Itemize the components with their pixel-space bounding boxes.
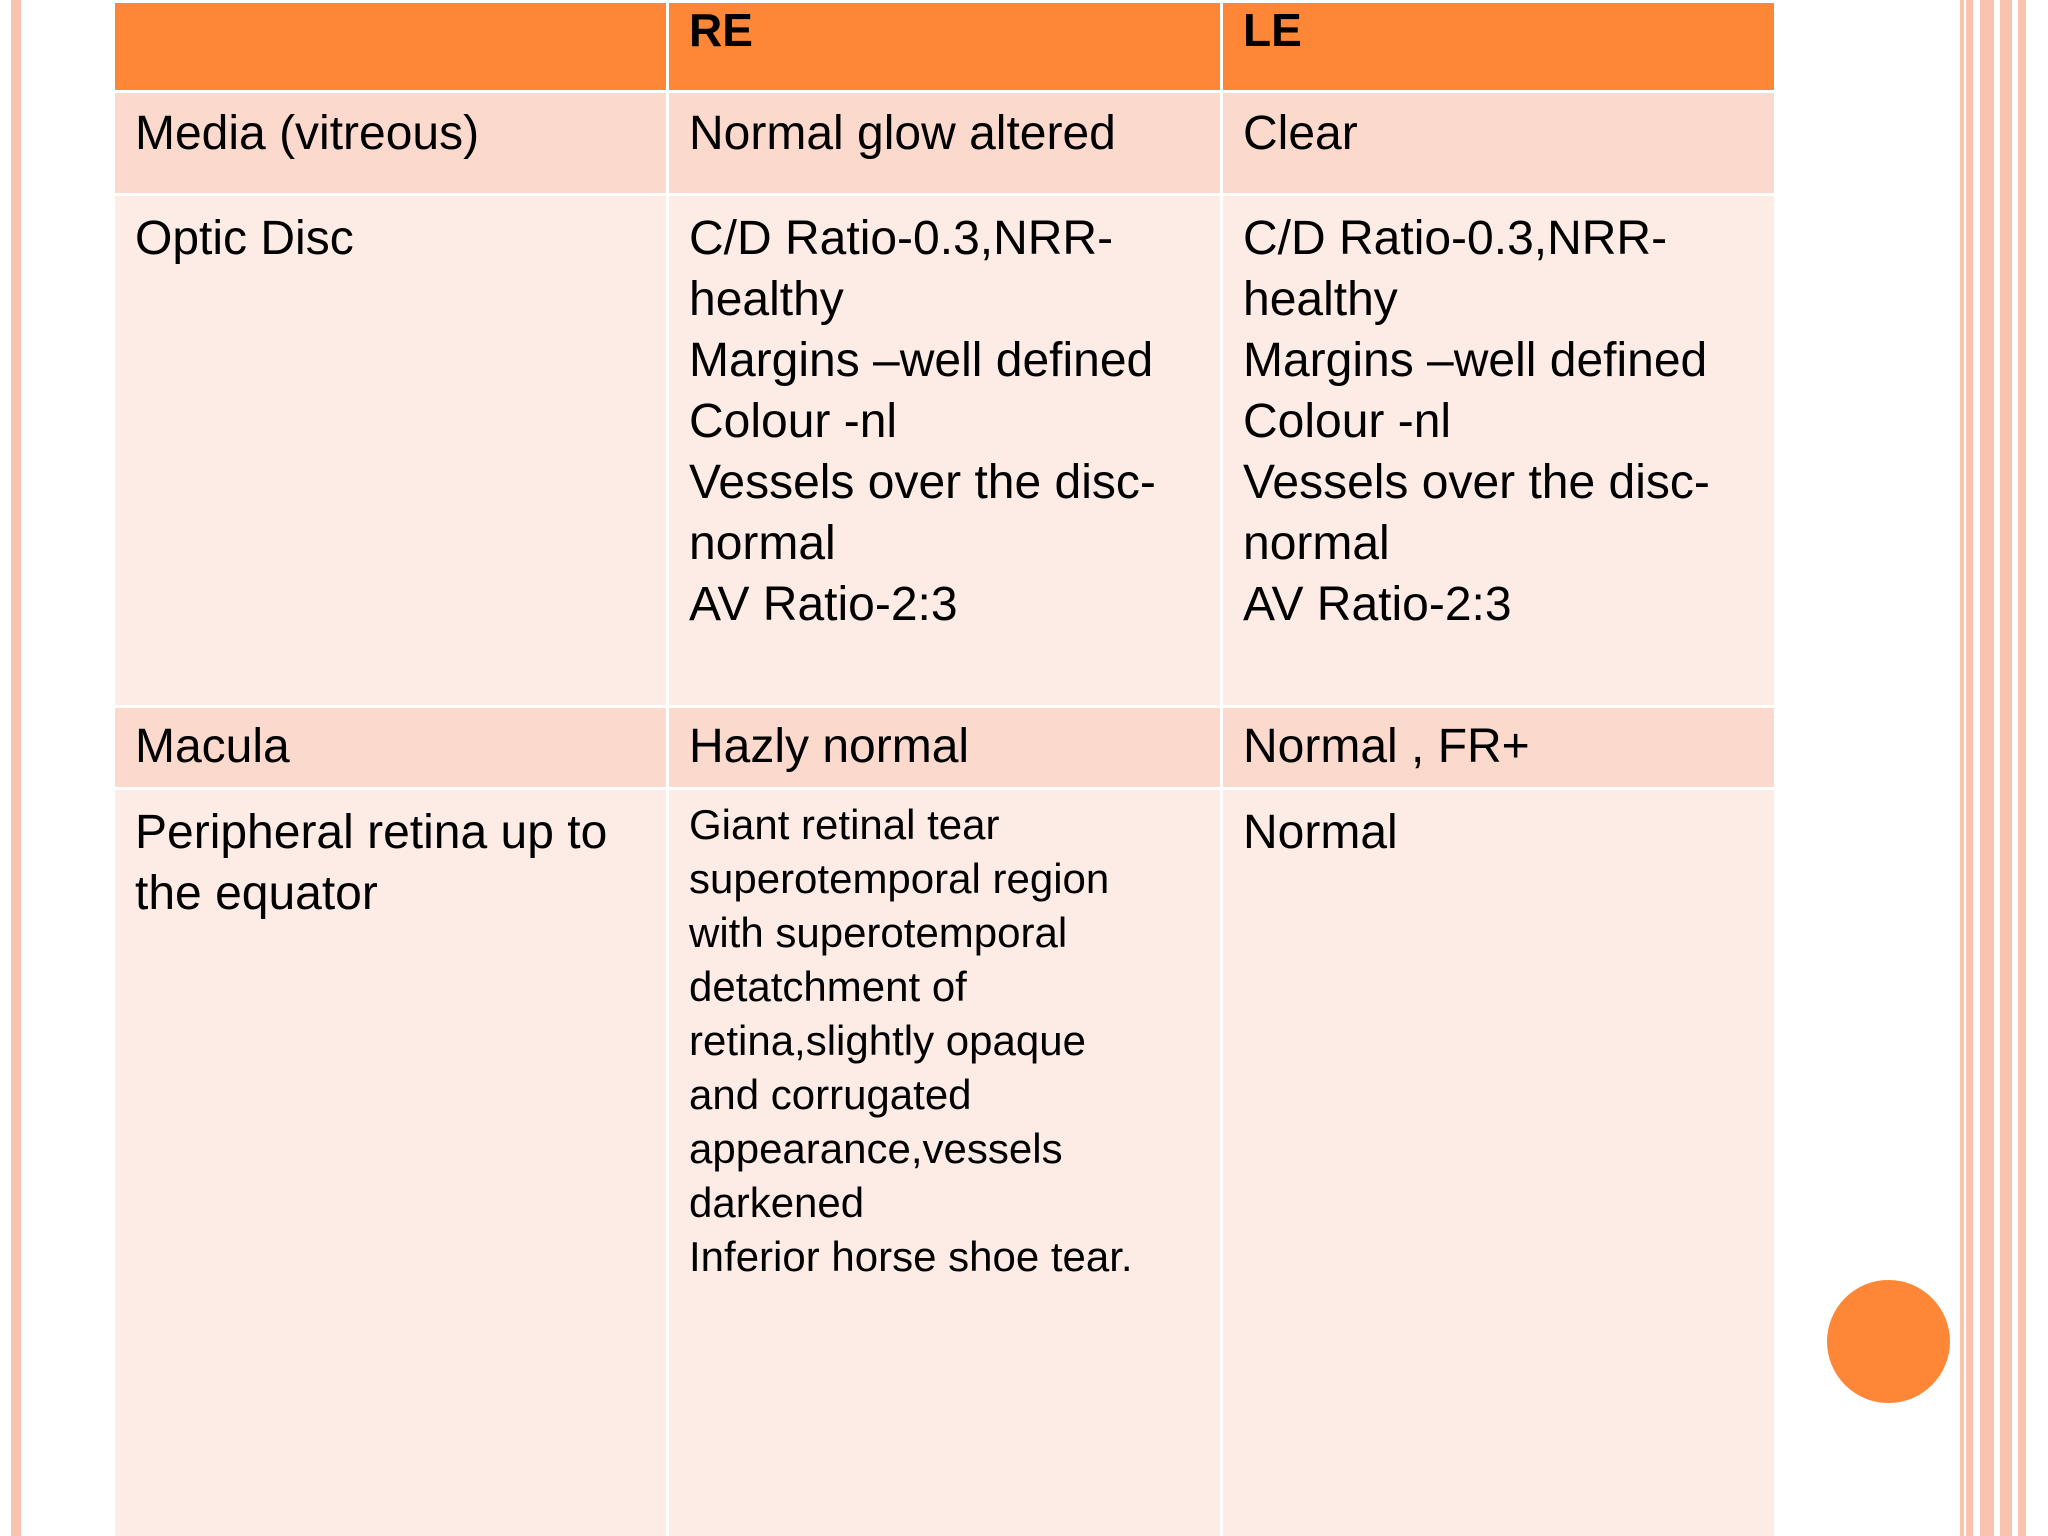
right-accent-band-3 [1980, 0, 1994, 1536]
header-right-eye: RE [668, 2, 1222, 92]
re-value: C/D Ratio-0.3,NRR- healthy Margins –well defined Colour -nl Vessels over the disc- normal AV Ratio-2:3 [689, 212, 1156, 631]
right-accent-band-1 [1960, 0, 1964, 1536]
row-label-text: Macula [135, 720, 290, 773]
right-accent-band-5 [2018, 0, 2026, 1536]
le-value: Normal , FR+ [1243, 720, 1530, 773]
row-label [114, 789, 668, 1536]
row-label-text: Peripheral retina up to the equator [135, 806, 608, 920]
fundus-examination-table [112, 0, 1777, 1536]
left-accent-band [11, 0, 21, 1536]
re-cell [668, 707, 1222, 789]
le-value: Clear [1243, 107, 1358, 160]
decorative-circle [1827, 1280, 1950, 1403]
re-value: Normal glow altered [689, 107, 1116, 160]
le-cell [1222, 789, 1776, 1536]
le-cell [1222, 195, 1776, 707]
re-cell [668, 92, 1222, 195]
row-label-text: Media (vitreous) [135, 107, 480, 160]
header-left-eye: LE [1222, 2, 1776, 92]
re-cell [668, 789, 1222, 1536]
le-value: Normal [1243, 806, 1398, 859]
table-header-row [114, 2, 1776, 92]
right-accent-band-4 [2000, 0, 2012, 1536]
table-row-peripheral-retina [114, 789, 1776, 1536]
row-label [114, 707, 668, 789]
re-value: Hazly normal [689, 720, 970, 773]
le-cell [1222, 707, 1776, 789]
right-accent-band-2 [1966, 0, 1973, 1536]
re-value: Giant retinal tear superotemporal region with superotemporal detatchment of retina,slightly opaque and corrugated appearance,vessels darkened Inferior horse shoe tear. [689, 801, 1133, 1280]
table-row-media [114, 92, 1776, 195]
row-label-text: Optic Disc [135, 212, 354, 265]
header-blank [114, 2, 668, 92]
table-row-optic-disc [114, 195, 1776, 707]
le-value: C/D Ratio-0.3,NRR- healthy Margins –well defined Colour -nl Vessels over the disc- normal AV Ratio-2:3 [1243, 212, 1710, 631]
left-edge [0, 0, 8, 1536]
re-cell [668, 195, 1222, 707]
row-label [114, 92, 668, 195]
le-cell [1222, 92, 1776, 195]
row-label [114, 195, 668, 707]
right-edge [2030, 0, 2048, 1536]
table-row-macula [114, 707, 1776, 789]
